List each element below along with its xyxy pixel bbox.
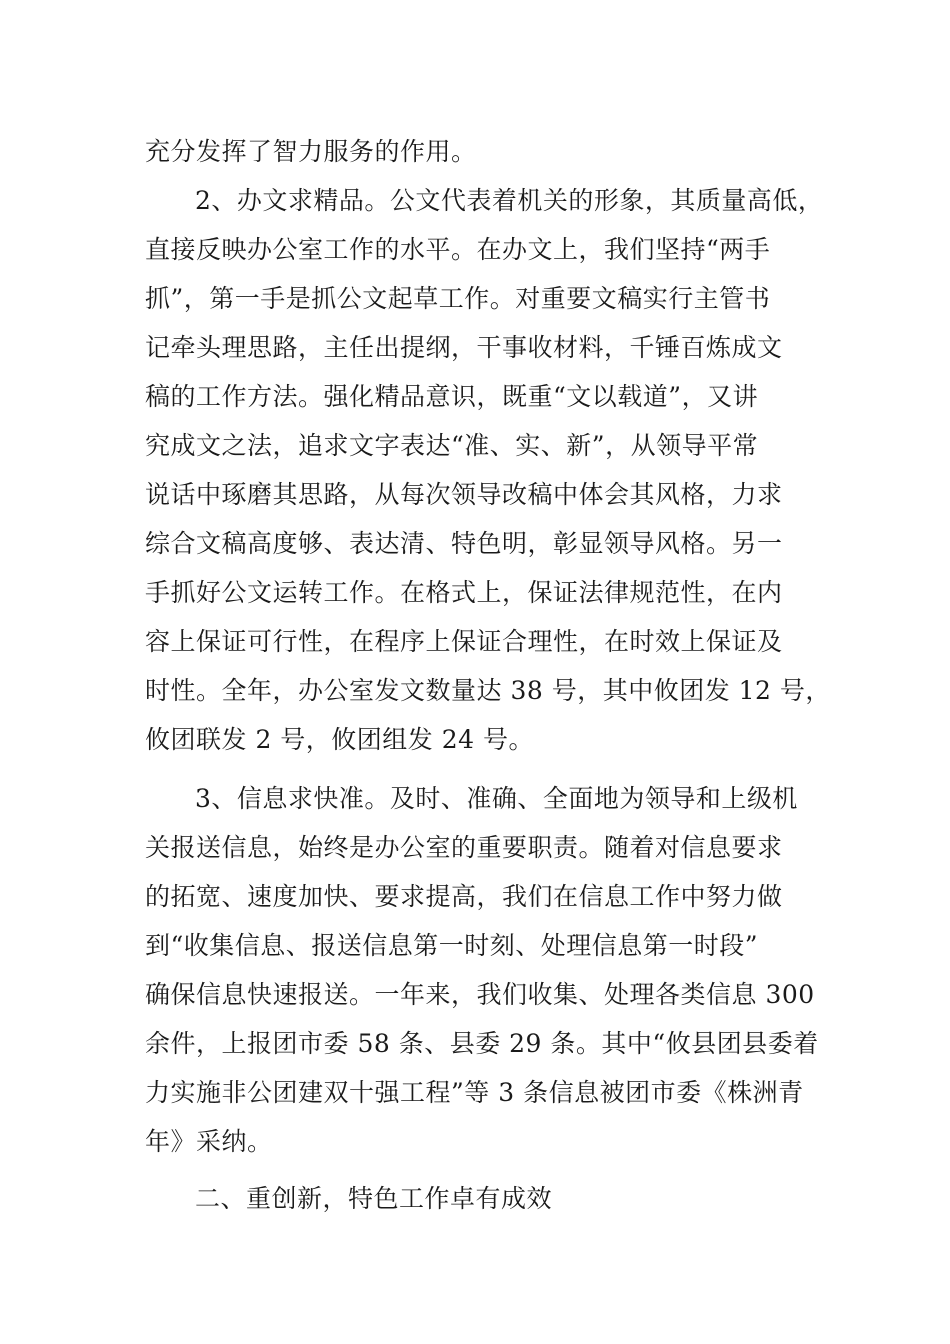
text-line-13: 攸团联发 2 号，攸团组发 24 号。 (145, 725, 535, 754)
text-line-12: 时性。全年，办公室发文数量达 38 号，其中攸团发 12 号， (145, 676, 831, 705)
text-line-16: 的拓宽、速度加快、要求提高，我们在信息工作中努力做 (145, 882, 783, 911)
text-line-1: 充分发挥了智力服务的作用。 (145, 137, 477, 166)
text-line-4: 抓”，第一手是抓公文起草工作。对重要文稿实行主管书 (145, 284, 771, 313)
text-line-8: 说话中琢磨其思路，从每次领导改稿中体会其风格，力求 (145, 480, 783, 509)
text-line-19: 余件，上报团市委 58 条、县委 29 条。其中“攸县团县委着 (145, 1029, 819, 1058)
text-line-15: 关报送信息，始终是办公室的重要职责。随着对信息要求 (145, 833, 783, 862)
section-heading: 二、重创新，特色工作卓有成效 (195, 1184, 553, 1213)
text-line-5: 记牵头理思路，主任出提纲，干事收材料，千锤百炼成文 (145, 333, 783, 362)
text-line-2: 2、办文求精品。公文代表着机关的形象，其质量高低， (195, 186, 824, 215)
text-line-21: 年》采纳。 (145, 1127, 273, 1156)
text-line-3: 直接反映办公室工作的水平。在办文上，我们坚持“两手 (145, 235, 771, 264)
text-line-20: 力实施非公团建双十强工程”等 3 条信息被团市委《株洲青 (145, 1078, 804, 1107)
text-line-14: 3、信息求快准。及时、准确、全面地为领导和上级机 (195, 784, 798, 813)
text-line-17: 到“收集信息、报送信息第一时刻、处理信息第一时段” (145, 931, 759, 960)
text-line-18: 确保信息快速报送。一年来，我们收集、处理各类信息 300 (145, 980, 815, 1009)
text-line-10: 手抓好公文运转工作。在格式上，保证法律规范性，在内 (145, 578, 783, 607)
text-line-6: 稿的工作方法。强化精品意识，既重“文以载道”，又讲 (145, 382, 759, 411)
text-line-11: 容上保证可行性，在程序上保证合理性，在时效上保证及 (145, 627, 783, 656)
text-line-9: 综合文稿高度够、表达清、特色明，彰显领导风格。另一 (145, 529, 783, 558)
text-line-7: 究成文之法，追求文字表达“准、实、新”，从领导平常 (145, 431, 759, 460)
